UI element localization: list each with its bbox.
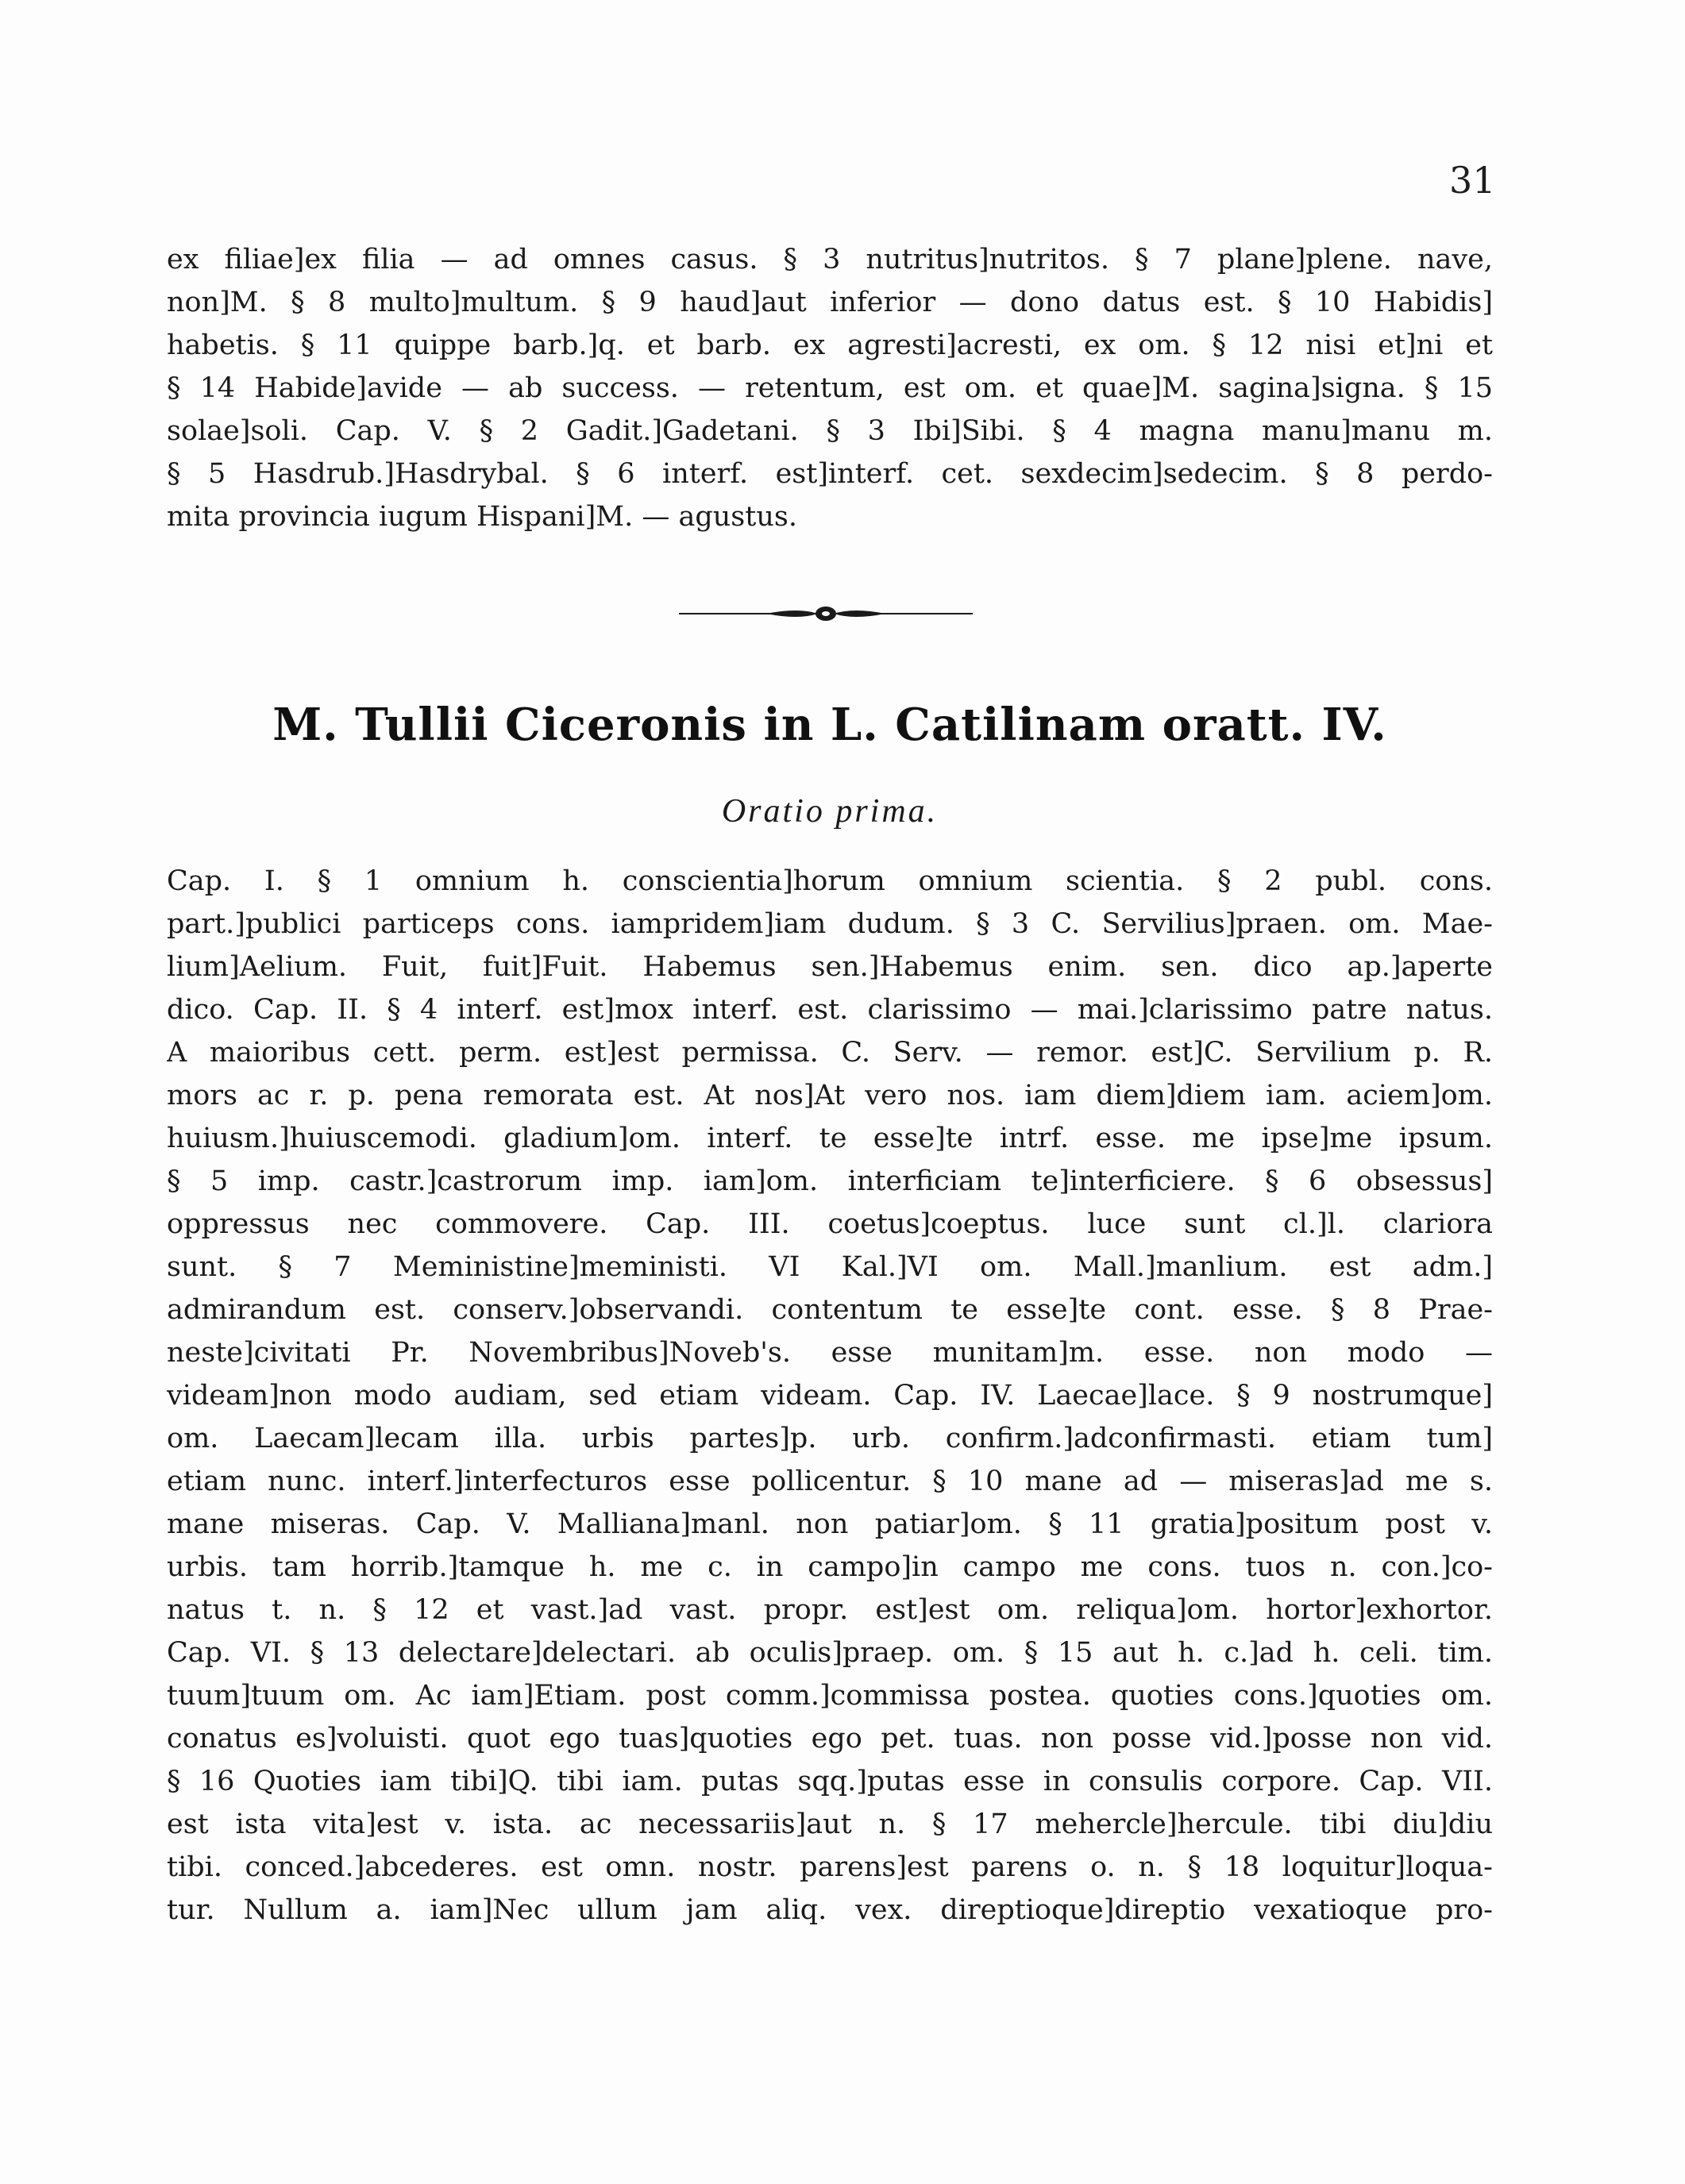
main-note-line: natus t. n. § 12 et vast.]ad vast. propr. est]est om. reliqua]om. hortor]exhortor. (167, 1594, 1493, 1626)
top-note-line: solae]soli. Cap. V. § 2 Gadit.]Gadetani. § 3 Ibi]Sibi. § 4 magna manu]manu m. (167, 415, 1493, 447)
main-note-line: sunt. § 7 Meministine]meministi. VI Kal.]VI om. Mall.]manlium. est adm.] (167, 1251, 1493, 1283)
section-subtitle: Oratio prima. (721, 793, 939, 830)
top-note-line: § 5 Hasdrub.]Hasdrybal. § 6 interf. est]interf. cet. sexdecim]sedecim. § 8 perdo- (167, 458, 1493, 490)
main-note-line: admirandum est. conserv.]observandi. contentum te esse]te cont. esse. § 8 Prae- (167, 1294, 1493, 1326)
main-note-line: part.]publici particeps cons. iampridem]iam dudum. § 3 C. Servilius]praen. om. Mae- (167, 908, 1493, 940)
main-note-line: videam]non modo audiam, sed etiam videam. Cap. IV. Laecae]lace. § 9 nostrumque] (167, 1380, 1493, 1412)
main-note-line: § 16 Quoties iam tibi]Q. tibi iam. putas sqq.]putas esse in consulis corpore. Cap. VII. (167, 1766, 1493, 1797)
top-note-line: mita provincia iugum Hispani]M. — agustus. (167, 501, 797, 533)
section-title: M. Tullii Ciceronis in L. Catilinam oratt. IV. (272, 699, 1387, 751)
top-note-line: § 14 Habide]avide — ab success. — retentum, est om. et quae]M. sagina]signa. § 15 (167, 372, 1493, 404)
top-note-line: ex filiae]ex filia — ad omnes casus. § 3 nutritus]nutritos. § 7 plane]plene. nave, (167, 244, 1493, 275)
main-notes-block (167, 860, 1493, 1932)
main-note-line: huiusm.]huiuscemodi. gladium]om. interf. te esse]te intrf. esse. me ipse]me ipsum. (167, 1123, 1493, 1154)
main-note-line: tur. Nullum a. iam]Nec ullum jam aliq. vex. direptioque]direptio vexatioque pro- (167, 1894, 1493, 1926)
main-note-line: tibi. conced.]abcederes. est omn. nostr. parens]est parens o. n. § 18 loquitur]loqua- (167, 1851, 1493, 1883)
page-number: 31 (1449, 159, 1496, 202)
main-note-line: dico. Cap. II. § 4 interf. est]mox interf. est. clarissimo — mai.]clarissimo patre natus. (167, 994, 1493, 1026)
main-note-line: lium]Aelium. Fuit, fuit]Fuit. Habemus sen.]Habemus enim. sen. dico ap.]aperte (167, 951, 1493, 983)
ornament-divider (679, 603, 973, 624)
top-note-line: habetis. § 11 quippe barb.]q. et barb. ex agresti]acresti, ex om. § 12 nisi et]ni et (167, 329, 1493, 361)
main-note-line: neste]civitati Pr. Novembribus]Noveb's. esse munitam]m. esse. non modo — (167, 1337, 1493, 1369)
main-note-line: oppressus nec commovere. Cap. III. coetus]coeptus. luce sunt cl.]l. clariora (167, 1208, 1493, 1240)
main-note-line: etiam nunc. interf.]interfecturos esse pollicentur. § 10 mane ad — miseras]ad me s. (167, 1466, 1493, 1497)
main-note-line: A maioribus cett. perm. est]est permissa. C. Serv. — remor. est]C. Servilium p. R. (167, 1037, 1493, 1069)
main-note-line: § 5 imp. castr.]castrorum imp. iam]om. interficiam te]interficiere. § 6 obsessus] (167, 1165, 1493, 1197)
main-note-line: conatus es]voluisti. quot ego tuas]quoties ego pet. tuas. non posse vid.]posse non vid. (167, 1723, 1493, 1755)
main-note-line: est ista vita]est v. ista. ac necessariis]aut n. § 17 mehercle]hercule. tibi diu]diu (167, 1808, 1493, 1840)
main-note-line: Cap. I. § 1 omnium h. conscientia]horum omnium scientia. § 2 publ. cons. (167, 865, 1493, 897)
main-note-line: Cap. VI. § 13 delectare]delectari. ab oculis]praep. om. § 15 aut h. c.]ad h. celi. tim. (167, 1637, 1493, 1669)
main-note-line: urbis. tam horrib.]tamque h. me c. in campo]in campo me cons. tuos n. con.]co- (167, 1551, 1493, 1583)
main-note-line: tuum]tuum om. Ac iam]Etiam. post comm.]commissa postea. quoties cons.]quoties om. (167, 1680, 1493, 1712)
main-note-line: mane miseras. Cap. V. Malliana]manl. non patiar]om. § 11 gratia]positum post v. (167, 1508, 1493, 1540)
top-note-line: non]M. § 8 multo]multum. § 9 haud]aut inferior — dono datus est. § 10 Habidis] (167, 287, 1493, 318)
top-notes-block (167, 238, 1493, 538)
main-note-line: om. Laecam]lecam illa. urbis partes]p. urb. confirm.]adconfirmasti. etiam tum] (167, 1423, 1493, 1454)
main-note-line: mors ac r. p. pena remorata est. At nos]At vero nos. iam diem]diem iam. aciem]om. (167, 1080, 1493, 1111)
